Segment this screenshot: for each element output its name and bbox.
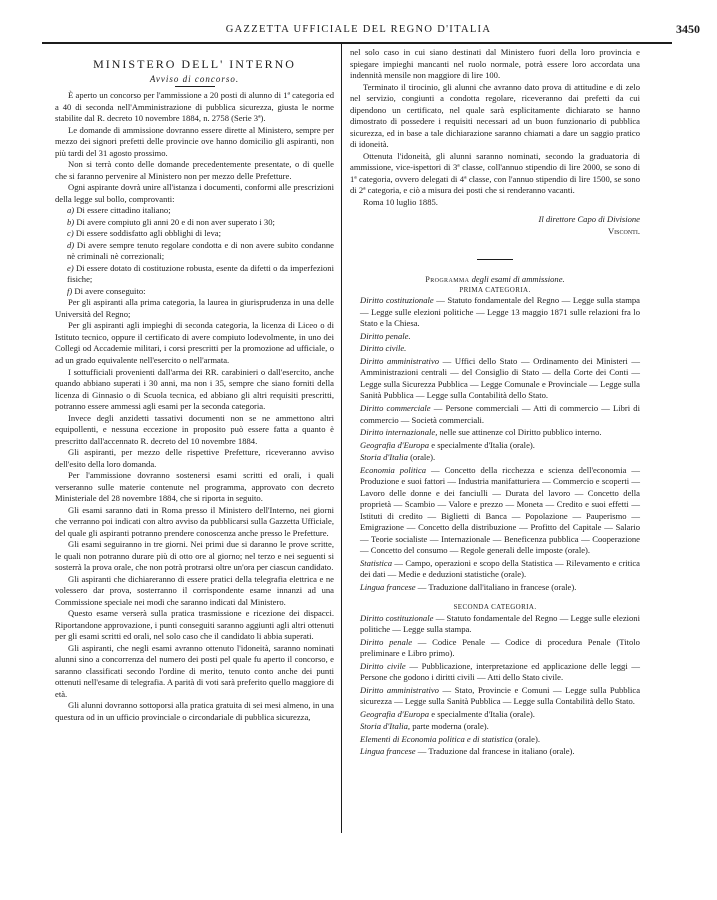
category-heading: SECONDA CATEGORIA. — [453, 603, 537, 612]
paragraph: I sottufficiali provenienti dall'arma dei RR. carabinieri o dall'esercito, anche quando abbiano superati i 30 anni, ma non i 35, sempre che siano forniti della licenza di Ginnasio o di Scuola tecnica, ed abbiano gli altri requisiti prescritti, potranno essere ammessi agli esami per la seconda categoria. — [55, 366, 334, 412]
paragraph: Gli aspiranti, per mezzo delle rispettive Prefetture, riceveranno avviso dell'esito della loro domanda. — [55, 447, 334, 469]
requirement-item: b) Di avere compiuto gli anni 20 e di non aver superato i 30; — [67, 216, 275, 227]
paragraph: Gli esami seguiranno in tre giorni. Nei primi due si daranno le prove scritte, le quali non potranno durare più di otto ore al giorno; nel terzo e nei seguenti si sosterrà la prova orale, che non potrà protrarsi oltre un'ora per ciascun candidato. — [55, 539, 334, 573]
page-number: 3450 — [676, 22, 700, 36]
paragraph: Ogni aspirante dovrà unire all'istanza i documenti, conformi alle prescrizioni della legge sul bollo, comprovanti: — [55, 182, 334, 204]
paragraph: Per gli aspiranti agli impieghi di seconda categoria, la licenza di Liceo o di Istituto tecnico, oppure il certificato di avere compiuto lodevolmente, in uno dei Collegi od Accademie militari, i corsi prescritti per la promozione ad ufficiale, o ad un grado equivalente nell'esercito o nell'armata. — [55, 320, 334, 365]
right-column — [350, 47, 640, 758]
subject-item: Storia d'Italia (orale). — [360, 452, 436, 463]
subject-item: Statistica — Campo, operazioni e scopo della Statistica — Rilevamento e critica dei dati — Medie e deduzioni statistiche (orale). — [360, 557, 640, 580]
section-divider — [477, 259, 513, 260]
gazette-title: GAZZETTA UFFICIALE DEL REGNO D'ITALIA — [225, 24, 492, 35]
subject-item: Diritto penale — Codice Penale — Codice di procedura Penale (Titolo preliminare e Libro primo). — [360, 636, 640, 659]
paragraph: Ottenuta l'idoneità, gli alunni saranno nominati, secondo la graduatoria di ammissione, vice-ispettori di 3ª classe, coll'annuo stipendio di lire 2000, se sono di 1ª categoria, ovvero delegati di 4ª classe, con l'annuo stipendio di lire 1500, se sono di 2ª categoria, e ciò a misura dei posti che si renderanno vacanti. — [350, 150, 640, 196]
paragraph: nel solo caso in cui siano destinati dal Ministero fuori della loro provincia e spiegare impieghi mancanti nel ruolo normale, potrà essere loro accordata una indennità mensile non maggiore di lire 100. — [350, 47, 640, 81]
header-rule — [42, 42, 672, 44]
subject-item: Diritto costituzionale — Statuto fondamentale del Regno — Legge sulla stampa — Legge sulle elezioni politiche — Legge 13 maggio 1871 sulle relazioni fra lo Stato e la Chiesa. — [360, 295, 640, 329]
program-first-category — [350, 295, 640, 593]
subject-item: Elementi di Economia politica e di statistica (orale). — [360, 733, 540, 744]
column-divider — [341, 43, 342, 833]
paragraph: Per gli aspiranti alla prima categoria, la laurea in giurisprudenza in una delle Università del Regno; — [55, 297, 334, 319]
subject-item: Geografia d'Europa e specialmente d'Italia (orale). — [360, 439, 535, 450]
subject-item: Diritto civile. — [360, 343, 407, 354]
left-column — [55, 56, 334, 723]
category-heading: PRIMA CATEGORIA. — [459, 285, 531, 294]
subject-item: Diritto commerciale — Persone commerciali — Atti di commercio — Libri di commercio — Società commerciali. — [360, 402, 640, 425]
paragraph: Gli alunni dovranno sottoporsi alla pratica gratuita di sei mesi almeno, in una questura od in un ufficio provinciale o circondariale di pubblica sicurezza, — [55, 700, 334, 722]
requirement-item: d) Di avere sempre tenuto regolare condotta e di non avere subito condanne nè criminali nè correzionali; — [67, 239, 335, 262]
subject-item: Diritto civile — Pubblicazione, interpretazione ed applicazione delle leggi — Persone che godono i diritti civili — Atti dello Stato civile. — [360, 660, 640, 683]
date-line: Roma 10 luglio 1885. — [363, 196, 438, 207]
subject-item: Diritto internazionale, nelle sue attinenze col Diritto pubblico interno. — [360, 427, 602, 438]
paragraph: Invece degli anzidetti tassativi documenti non se ne ammettono altri equipollenti, e nessuna eccezione in proposito può essere fatta a quanto è prescritto dall'accennato R. decreto del 10 novembre 1884. — [55, 412, 334, 446]
paragraph: Non si terrà conto delle domande precedentemente presentate, o di quelle che si faranno pervenire al Ministero non per mezzo delle Prefetture. — [55, 159, 334, 181]
subject-item: Lingua francese — Traduzione dal francese in italiano (orale). — [360, 746, 575, 757]
paragraph: Gli aspiranti, che negli esami avranno ottenuto l'idoneità, saranno nominati alunni sino a concorrenza del numero dei posti pel quale fu aperto il concorso, e saranno classificati secondo l'ordine di merito, tenuto conto anche dei punti ottenuti nell'esame di telegrafia. A parità di voti sarà preferito quello maggiore di età. — [55, 642, 334, 699]
page-header — [0, 0, 717, 40]
ministry-heading: MINISTERO DELL' INTERNO — [93, 57, 296, 71]
paragraph: Questo esame verserà sulla pratica trasmissione e ricezione dei dispacci. Riportandone approvazione, i punti conseguiti saranno aggiunti agli altri ottenuti per gli esami scritti ed orali, nel solo caso che il candidato li abbia superati. — [55, 608, 334, 642]
requirement-item: f) Di avere conseguito: — [67, 285, 146, 296]
subject-item: Geografia d'Europa e specialmente d'Italia (orale). — [360, 708, 535, 719]
notice-title: Avviso di concorso. — [55, 73, 334, 87]
paragraph: Gli esami saranno dati in Roma presso il Ministero dell'Interno, nei giorni che verranno poi indicati con altro avviso da pubblicarsi sulla Gazzetta Ufficiale, del quale gli aspiranti potranno prendere conoscenza anche presso le Prefetture. — [55, 504, 334, 538]
program-title: Programma degli esami di ammissione. — [425, 274, 565, 285]
signature-title: Il direttore Capo di Divisione — [538, 214, 640, 225]
subject-item: Diritto amministrativo — Stato, Provincie e Comuni — Legge sulla Pubblica sicurezza — Legge sulla Sanità Pubblica — Legge sulla Contabilità dello Stato. — [360, 684, 641, 707]
subject-item: Lingua francese — Traduzione dall'italiano in francese (orale). — [360, 581, 577, 592]
subject-item: Economia politica — Concetto della ricchezza e scienza dell'economia — Produzione e suoi fattori — Industria manifatturiera — Commercio e scoperti — Lavoro delle donne e dei fanciulli — Durata del lavoro — Concetto della proprietà — Scambio — Valore e prezzo — Moneta — Credito e suoi effetti — Istituti di credito — Biglietti di Banca — Popolazione — Pauperismo — Emigrazione — Concetto della distribuzione — Profitto del Capitale — Salario — Teorie socialiste — Internazionale — Beneficenza pubblica — Cooperazione — Concetto del consumo — Regole generali delle imposte (orale). — [360, 464, 640, 556]
requirement-item: c) Di essere soddisfatto agli obblighi di leva; — [67, 228, 221, 239]
subject-item: Diritto penale. — [360, 330, 411, 341]
subject-item: Storia d'Italia, parte moderna (orale). — [360, 721, 489, 732]
requirement-item: a) Di essere cittadino italiano; — [67, 205, 171, 216]
paragraph: Per l'ammissione dovranno sostenersi esami scritti ed orali, i quali verseranno sulle materie contenute nel programma, approvato con decreto Ministeriale del 28 novembre 1884, che si riporta in seguito. — [55, 470, 334, 504]
subject-item: Diritto costituzionale — Statuto fondamentale del Regno — Legge sulle elezioni politiche — Legge sulla stampa. — [360, 612, 640, 635]
signer-name: Visconti. — [607, 225, 640, 236]
paragraph: Gli aspiranti che dichiareranno di essere pratici della telegrafia elettrica e ne volessero dar prova, sosterranno il corrispondente esame innanzi ad una Commissione speciale nei modi che saranno indicati dal Ministero. — [55, 573, 334, 607]
paragraph: Terminato il tirocinio, gli alunni che avranno dato prova di attitudine e di zelo nel servizio, congiunti a condotta regolare, riceveranno dai prefetti da cui dipendono un certificato, nel quale sarà esplicitamente dichiarato se hanno dimostrato di possedere i requisiti necessari ad un buon funzionario di pubblica sicurezza, ed in base a tale dichiarazione saranno chiamati a dare un saggio pratico di idoneità. — [350, 81, 640, 150]
paragraph: Le domande di ammissione dovranno essere dirette al Ministero, sempre per mezzo dei signori prefetti delle provincie ove hanno domicilio gli aspiranti, non più tardi del 31 agosto prossimo. — [55, 124, 334, 158]
paragraph: È aperto un concorso per l'ammissione a 20 posti di alunno di 1ª categoria ed a 40 di seconda nell'Amministrazione di pubblica sicurezza, giusta le norme stabilite dal R. decreto 10 novembre 1884, n. 2758 (Serie 3ª). — [55, 90, 334, 124]
requirement-item: e) Di essere dotato di costituzione robusta, esente da difetti o da imperfezioni fisiche; — [67, 262, 334, 285]
subject-item: Diritto amministrativo — Uffici dello Stato — Ordinamento dei Ministeri — Amministrazioni centrali — del Consiglio di Stato — della Corte dei Conti — Legge sulla Sicurezza Pubblica — Legge Comunale e Provinciale — Legge sulla Sanità Pubblica — Legge sulla Contabilità dello Stato. — [360, 355, 640, 401]
program-second-category — [350, 613, 640, 758]
